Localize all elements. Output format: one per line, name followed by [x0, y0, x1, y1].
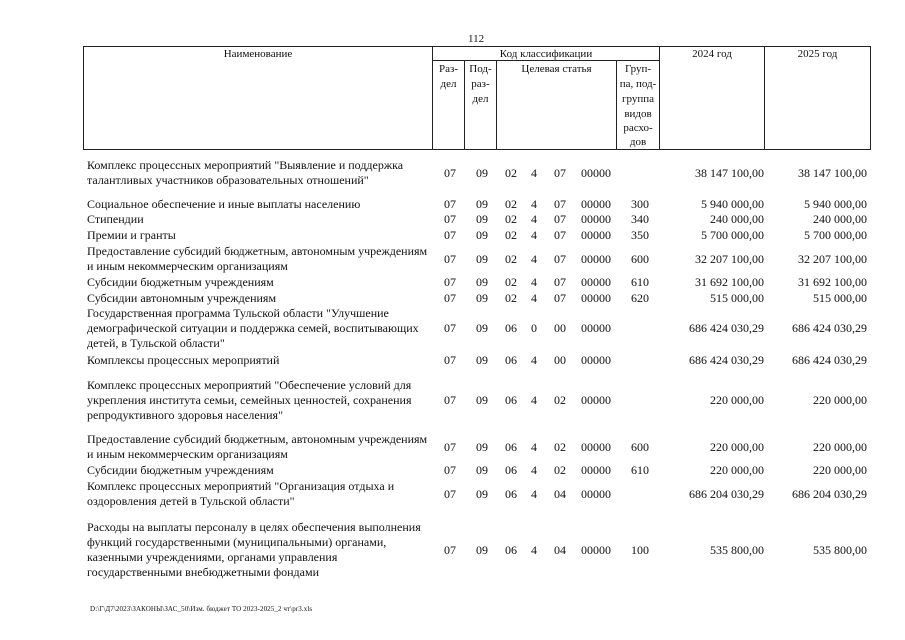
row-podrazdel: 09 [476, 439, 488, 454]
row-target-part1: 02 [505, 290, 517, 305]
table-row [0, 243, 905, 275]
row-razdel: 07 [444, 462, 456, 477]
header-razdel-label-1: Раз- [438, 63, 458, 75]
row-value-2024: 240 000,00 [710, 212, 764, 226]
row-value-2024: 38 147 100,00 [695, 165, 764, 180]
header-code-label: Код классификации [499, 48, 593, 60]
row-target-part2: 4 [531, 486, 537, 501]
row-name: Премии и гранты [87, 227, 176, 242]
row-target-part1: 02 [505, 251, 517, 266]
row-razdel: 07 [444, 321, 456, 335]
file-path-footer: D:\Г\Д7\2023\ЗАКОНЫ\ЗАС_50\Изм. бюджет ТО 2023-2025_2 чт\pr3.xls [90, 605, 313, 613]
row-value-2025: 240 000,00 [813, 212, 867, 226]
header-group-label-2: па, под- [619, 78, 657, 90]
row-group: 620 [631, 290, 649, 305]
row-razdel: 07 [444, 275, 456, 289]
row-value-2024: 32 207 100,00 [695, 251, 764, 266]
row-group: 340 [631, 212, 649, 226]
table-row [0, 518, 905, 582]
row-target-part3: 07 [554, 212, 566, 226]
row-target-part3: 07 [554, 227, 566, 242]
row-group [625, 478, 655, 510]
row-value-2025: 535 800,00 [813, 542, 867, 557]
row-podrazdel: 09 [476, 321, 488, 335]
row-target-part3: 07 [554, 275, 566, 289]
row-value-2025: 5 700 000,00 [804, 227, 867, 242]
row-target-part4: 00000 [581, 542, 611, 557]
row-target-part3: 02 [554, 439, 566, 454]
row-target-part1: 02 [505, 165, 517, 180]
row-razdel: 07 [444, 290, 456, 305]
table-row [0, 432, 905, 462]
table-row [0, 352, 905, 368]
row-target-part3: 04 [554, 486, 566, 501]
row-podrazdel: 09 [476, 165, 488, 180]
row-target-part2: 4 [531, 251, 537, 266]
header-razdel-label-2: дел [440, 78, 457, 90]
row-value-2025: 220 000,00 [813, 439, 867, 454]
row-target-part3: 00 [554, 321, 566, 335]
row-razdel: 07 [444, 486, 456, 501]
row-target-part1: 02 [505, 275, 517, 289]
row-podrazdel: 09 [476, 352, 488, 367]
row-group [625, 352, 655, 368]
row-value-2025: 220 000,00 [813, 392, 867, 407]
row-target-part4: 00000 [581, 486, 611, 501]
row-name: Субсидии бюджетным учреждениям [87, 275, 274, 289]
row-group: 350 [631, 227, 649, 242]
row-podrazdel: 09 [476, 227, 488, 242]
row-razdel: 07 [444, 392, 456, 407]
row-target-part4: 00000 [581, 212, 611, 226]
row-target-part4: 00000 [581, 251, 611, 266]
row-value-2024: 31 692 100,00 [695, 275, 764, 289]
row-group: 600 [631, 251, 649, 266]
row-podrazdel: 09 [476, 392, 488, 407]
row-name: Субсидии бюджетным учреждениям [87, 462, 274, 477]
row-target-part1: 06 [505, 352, 517, 367]
row-target-part1: 06 [505, 486, 517, 501]
table-row [0, 156, 905, 190]
table-row [0, 212, 905, 227]
row-target-part1: 02 [505, 227, 517, 242]
header-2024-label: 2024 год [692, 48, 732, 60]
row-group: 610 [631, 462, 649, 477]
row-value-2025: 220 000,00 [813, 462, 867, 477]
row-podrazdel: 09 [476, 290, 488, 305]
row-target-part2: 4 [531, 212, 537, 226]
row-name: Стипендии [87, 212, 144, 226]
header-group-label-1: Груп- [624, 63, 652, 75]
header-target-label: Целевая статья [521, 63, 592, 75]
row-target-part2: 4 [531, 165, 537, 180]
row-value-2024: 220 000,00 [710, 462, 764, 477]
row-name: Комплекс процессных мероприятий "Организация отдыха и оздоровления детей в Тульской области" [87, 479, 395, 508]
header-group-label-5: расхо- [623, 122, 653, 134]
row-target-part4: 00000 [581, 290, 611, 305]
row-value-2024: 5 700 000,00 [701, 227, 764, 242]
row-razdel: 07 [444, 352, 456, 367]
row-value-2024: 535 800,00 [710, 542, 764, 557]
row-podrazdel: 09 [476, 275, 488, 289]
table-row [0, 196, 905, 212]
row-target-part2: 4 [531, 227, 537, 242]
row-value-2024: 686 424 030,29 [689, 352, 764, 367]
row-value-2024: 515 000,00 [710, 290, 764, 305]
row-target-part4: 00000 [581, 439, 611, 454]
header-podrazdel-label-3: дел [472, 93, 489, 105]
row-target-part2: 4 [531, 352, 537, 367]
row-value-2024: 5 940 000,00 [701, 196, 764, 211]
row-razdel: 07 [444, 227, 456, 242]
header-podrazdel-label-2: раз- [471, 78, 490, 90]
row-target-part1: 02 [505, 212, 517, 226]
row-target-part3: 00 [554, 352, 566, 367]
row-target-part2: 0 [531, 321, 537, 335]
row-target-part1: 06 [505, 542, 517, 557]
row-target-part1: 06 [505, 392, 517, 407]
row-value-2024: 220 000,00 [710, 439, 764, 454]
row-razdel: 07 [444, 196, 456, 211]
header-group-label-3: группа [621, 93, 655, 105]
row-target-part3: 02 [554, 392, 566, 407]
row-target-part3: 07 [554, 196, 566, 211]
row-value-2025: 515 000,00 [813, 290, 867, 305]
header-group-label-6: дов [629, 136, 647, 148]
row-podrazdel: 09 [476, 251, 488, 266]
row-podrazdel: 09 [476, 196, 488, 211]
row-name: Расходы на выплаты персоналу в целях обеспечения выполнения функций государственными (муниципальными) органами, казенными учреждениями, органами управления государственными внебюджетными фондами [87, 520, 421, 579]
row-target-part4: 00000 [581, 165, 611, 180]
row-group [625, 156, 655, 190]
row-target-part3: 07 [554, 165, 566, 180]
row-target-part4: 00000 [581, 227, 611, 242]
row-name: Социальное обеспечение и иные выплаты населению [87, 196, 361, 211]
header-name-label: Наименование [223, 48, 293, 60]
header-group-label-4: видов [624, 108, 652, 120]
row-target-part4: 00000 [581, 321, 611, 335]
table-row [0, 478, 905, 510]
row-podrazdel: 09 [476, 486, 488, 501]
row-target-part2: 4 [531, 439, 537, 454]
row-value-2024: 686 204 030,29 [689, 486, 764, 501]
row-target-part4: 00000 [581, 352, 611, 367]
row-name: Государственная программа Тульской области "Улучшение демографической ситуации и поддержка семей, воспитывающих детей, в Тульской области" [87, 306, 419, 350]
row-razdel: 07 [444, 212, 456, 226]
page-number: 112 [468, 33, 485, 45]
row-target-part2: 4 [531, 290, 537, 305]
row-podrazdel: 09 [476, 212, 488, 226]
row-target-part2: 4 [531, 542, 537, 557]
row-target-part1: 02 [505, 196, 517, 211]
table-row [0, 377, 905, 423]
table-row [0, 462, 905, 478]
row-target-part1: 06 [505, 462, 517, 477]
table-row [0, 227, 905, 243]
row-razdel: 07 [444, 165, 456, 180]
row-name: Предоставление субсидий бюджетным, автономным учреждениям и иным некоммерческим организациям [87, 244, 428, 273]
row-value-2025: 38 147 100,00 [798, 165, 867, 180]
row-target-part2: 4 [531, 392, 537, 407]
row-target-part2: 4 [531, 462, 537, 477]
row-razdel: 07 [444, 439, 456, 454]
row-group [625, 306, 655, 351]
row-razdel: 07 [444, 251, 456, 266]
row-target-part1: 06 [505, 439, 517, 454]
row-name: Комплексы процессных мероприятий [87, 352, 280, 367]
row-value-2025: 686 424 030,29 [792, 321, 867, 335]
row-name: Комплекс процессных мероприятий "Обеспечение условий для укрепления института семьи, семейных ценностей, сохранения репродуктивного здоровья населения" [87, 377, 412, 422]
row-group: 100 [631, 542, 649, 557]
row-target-part2: 4 [531, 196, 537, 211]
row-podrazdel: 09 [476, 462, 488, 477]
row-target-part2: 4 [531, 275, 537, 289]
row-name: Предоставление субсидий бюджетным, автономным учреждениям и иным некоммерческим организациям [87, 432, 428, 461]
row-group: 610 [631, 275, 649, 289]
row-group: 600 [631, 439, 649, 454]
row-value-2025: 31 692 100,00 [798, 275, 867, 289]
row-group: 300 [631, 196, 649, 211]
row-value-2024: 686 424 030,29 [689, 321, 764, 335]
header-podrazdel-label-1: Под- [469, 63, 492, 75]
row-value-2024: 220 000,00 [710, 392, 764, 407]
row-target-part3: 07 [554, 290, 566, 305]
row-target-part3: 02 [554, 462, 566, 477]
row-target-part4: 00000 [581, 275, 611, 289]
table-row [0, 275, 905, 290]
row-target-part4: 00000 [581, 196, 611, 211]
table-row [0, 290, 905, 306]
row-value-2025: 686 424 030,29 [792, 352, 867, 367]
row-group [625, 377, 655, 423]
row-name: Субсидии автономным учреждениям [87, 290, 277, 305]
header-2025-label: 2025 год [797, 48, 838, 60]
row-value-2025: 5 940 000,00 [804, 196, 867, 211]
row-target-part1: 06 [505, 321, 517, 335]
row-name: Комплекс процессных мероприятий "Выявление и поддержка талантливых участников образовательных отношений" [87, 158, 404, 187]
row-target-part4: 00000 [581, 462, 611, 477]
row-target-part3: 04 [554, 542, 566, 557]
row-target-part3: 07 [554, 251, 566, 266]
row-podrazdel: 09 [476, 542, 488, 557]
table-row [0, 306, 905, 351]
row-value-2025: 32 207 100,00 [798, 251, 867, 266]
row-value-2025: 686 204 030,29 [792, 486, 867, 501]
row-target-part4: 00000 [581, 392, 611, 407]
row-razdel: 07 [444, 542, 456, 557]
